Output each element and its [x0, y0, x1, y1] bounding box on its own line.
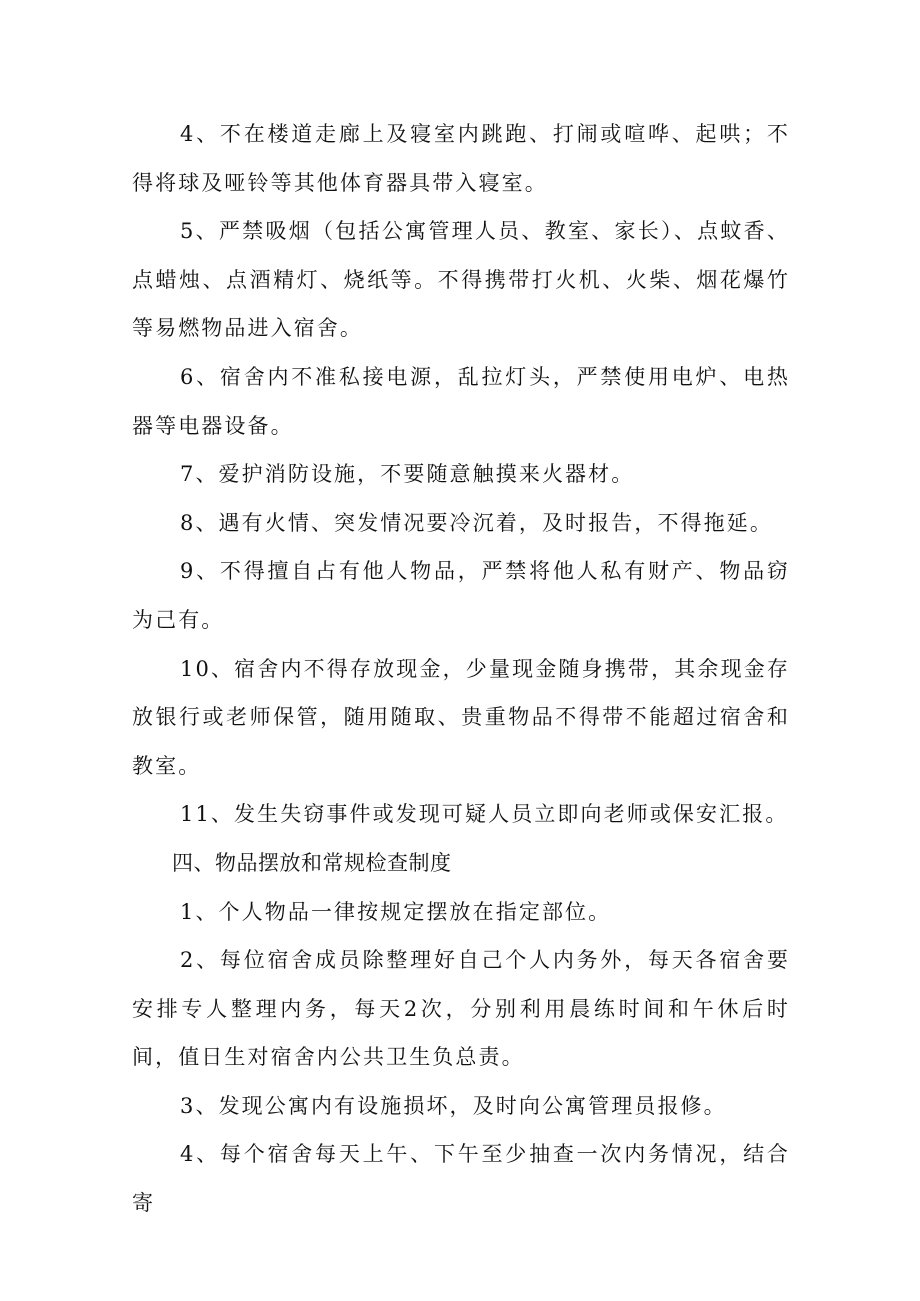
- section-heading: 四、物品摆放和常规检查制度: [172, 850, 452, 875]
- rule-paragraph-9: 9、不得擅自占有他人物品，严禁将他人私有财产、物品窃为己有。: [132, 559, 790, 632]
- rule-paragraph-4: 4、不在楼道走廊上及寝室内跳跑、打闹或喧哗、起哄；不得将球及哑铃等其他体育器具带入寝室。: [132, 122, 790, 195]
- document-body: [132, 110, 790, 1228]
- section-paragraph-2: 2、每位宿舍成员除整理好自己个人内务外，每天各宿舍要安排专人整理内务，每天2次，分别利用晨练时间和午休后时间，值日生对宿舍内公共卫生负总责。: [132, 948, 790, 1070]
- rule-paragraph-6: 6、宿舍内不准私接电源，乱拉灯头，严禁使用电炉、电热器等电器设备。: [132, 364, 790, 438]
- section-paragraph-4: 4、每个宿舍每天上午、下午至少抽查一次内务情况，结合寄: [132, 1142, 790, 1216]
- rule-paragraph-7: 7、爱护消防设施，不要随意触摸来火器材。: [180, 462, 635, 487]
- section-paragraph-1: 1、个人物品一律按规定摆放在指定部位。: [180, 899, 612, 924]
- section-paragraph-3: 3、发现公寓内有设施损坏，及时向公寓管理员报修。: [180, 1093, 727, 1118]
- rule-paragraph-8: 8、遇有火情、突发情况要冷沉着，及时报告，不得拖延。: [180, 510, 773, 535]
- rule-paragraph-5: 5、严禁吸烟（包括公寓管理人员、教室、家长）、点蚊香、点蜡烛、点酒精灯、烧纸等。不得携带打火机、火柴、烟花爆竹等易燃物品进入宿舍。: [132, 219, 790, 341]
- rule-paragraph-11: 11、发生失窃事件或发现可疑人员立即向老师或保安汇报。: [180, 802, 789, 827]
- rule-paragraph-10: 10、宿舍内不得存放现金，少量现金随身携带，其余现金存放银行或老师保管，随用随取、贵重物品不得带不能超过宿舍和教室。: [132, 656, 790, 778]
